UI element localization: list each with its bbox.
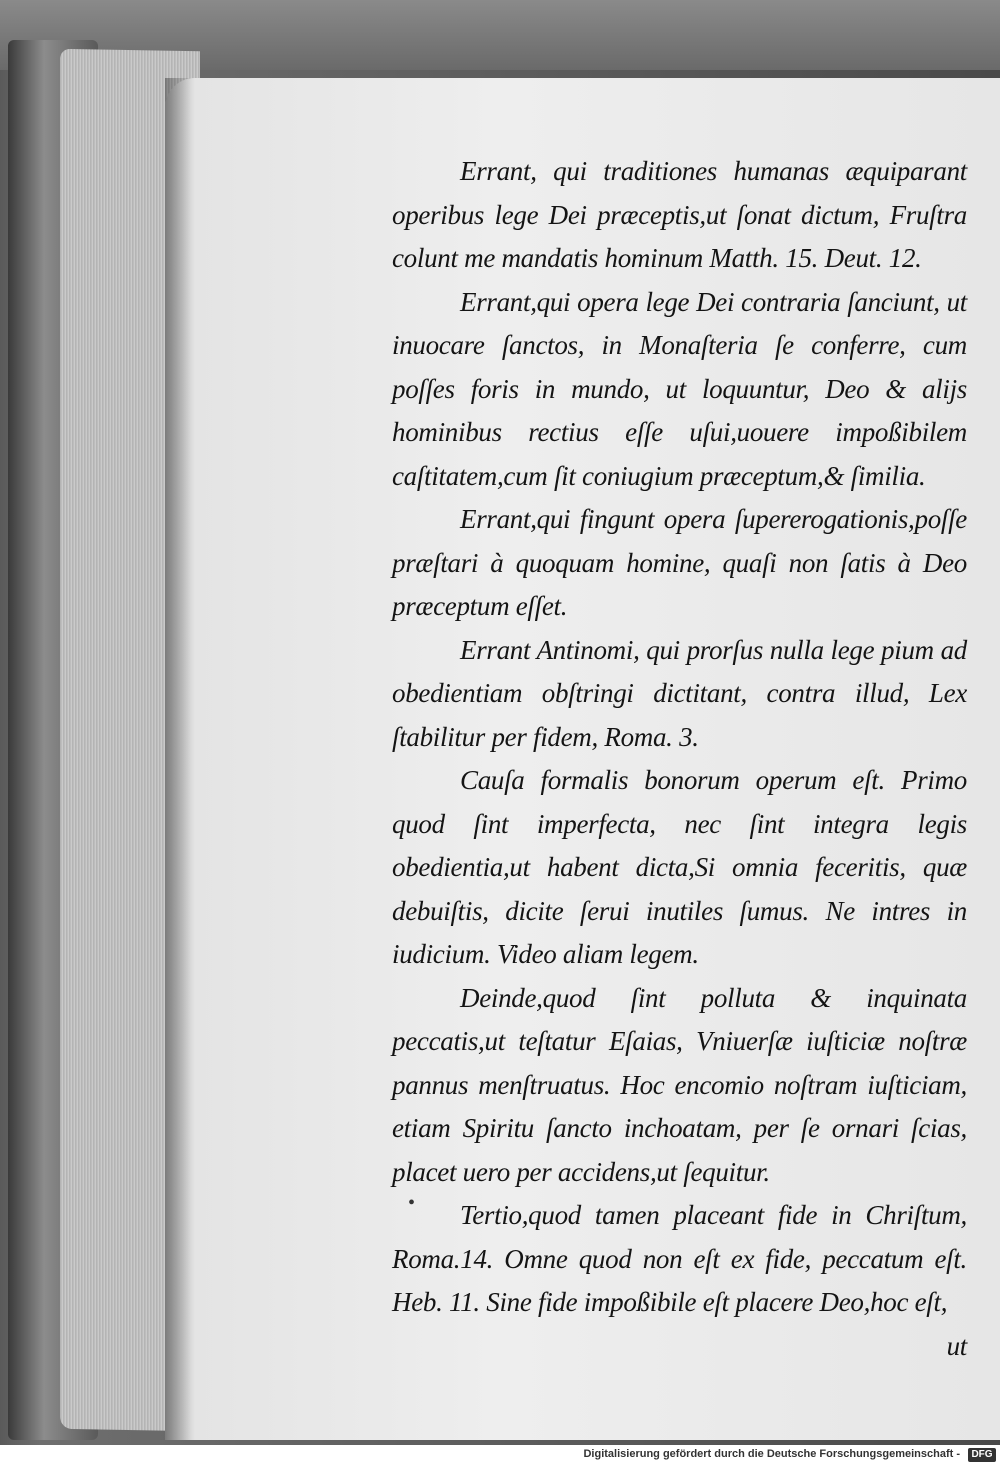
paragraph: Tertio,quod tamen placeant fide in Chriſtum, Roma.14. Omne quod non eſt ex fide, peccatum eſt. Heb. 11. Sine fide impoßibile eſt placere Deo,hoc eſt, [392,1200,967,1317]
paragraph: Errant Antinomi, qui prorſus nulla lege pium ad obedientiam obſtringi dictitant, contra illud, Lex ſtabilitur per fidem, Roma. 3. [392,634,967,752]
dfg-logo-icon: DFG [968,1448,996,1462]
paragraph: Deinde,quod ſint polluta & inquinata peccatis,ut teſtatur Eſaias, Vniuerſæ iuſticiæ noſtræ pannus menſtruatus. Hoc encomio noſtram iuſticiam, etiam Spiritu ſancto inchoatam, per ſe ornari ſcias, placet uero per accidens,ut ſequitur. [392,982,967,1187]
paragraph: Errant,qui opera lege Dei contraria ſanciunt, ut inuocare ſanctos, in Monaſteria ſe conferre, cum poſſes foris in mundo, ut loquuntur, Deo & alijs hominibus rectius eſſe uſui,uouere impoßibilem caſtitatem,cum ſit coniugium præceptum,& ſimilia. [392,286,967,491]
catchword: ut [946,1330,967,1361]
page-mark: • [408,1192,416,1214]
paragraph: Cauſa formalis bonorum operum eſt. Primo quod ſint imperfecta, nec ſint integra legis obedientia,ut habent dicta,Si omnia feceritis, quæ debuiſtis, dicite ſerui inutiles ſumus. Ne intres in iudicium. Video aliam legem. [392,765,967,969]
paragraph: Errant, qui traditiones humanas æquiparant operibus lege Dei præceptis,ut ſonat dictum, Fruſtra colunt me mandatis hominum Matth. 15. Deut. 12. [392,156,967,273]
catchword-line [392,1325,967,1369]
page-gutter-shadow [165,78,195,1440]
paragraph: Errant,qui fingunt opera ſupererogationis,poſſe præſtari à quoquam homine, quaſi non ſatis à Deo præceptum eſſet. [392,504,967,621]
funding-credit: Digitalisierung gefördert durch die Deutsche Forschungsgemeinschaft - [583,1448,960,1460]
page-text-block [392,150,967,1368]
footer-bar [0,1445,1000,1467]
